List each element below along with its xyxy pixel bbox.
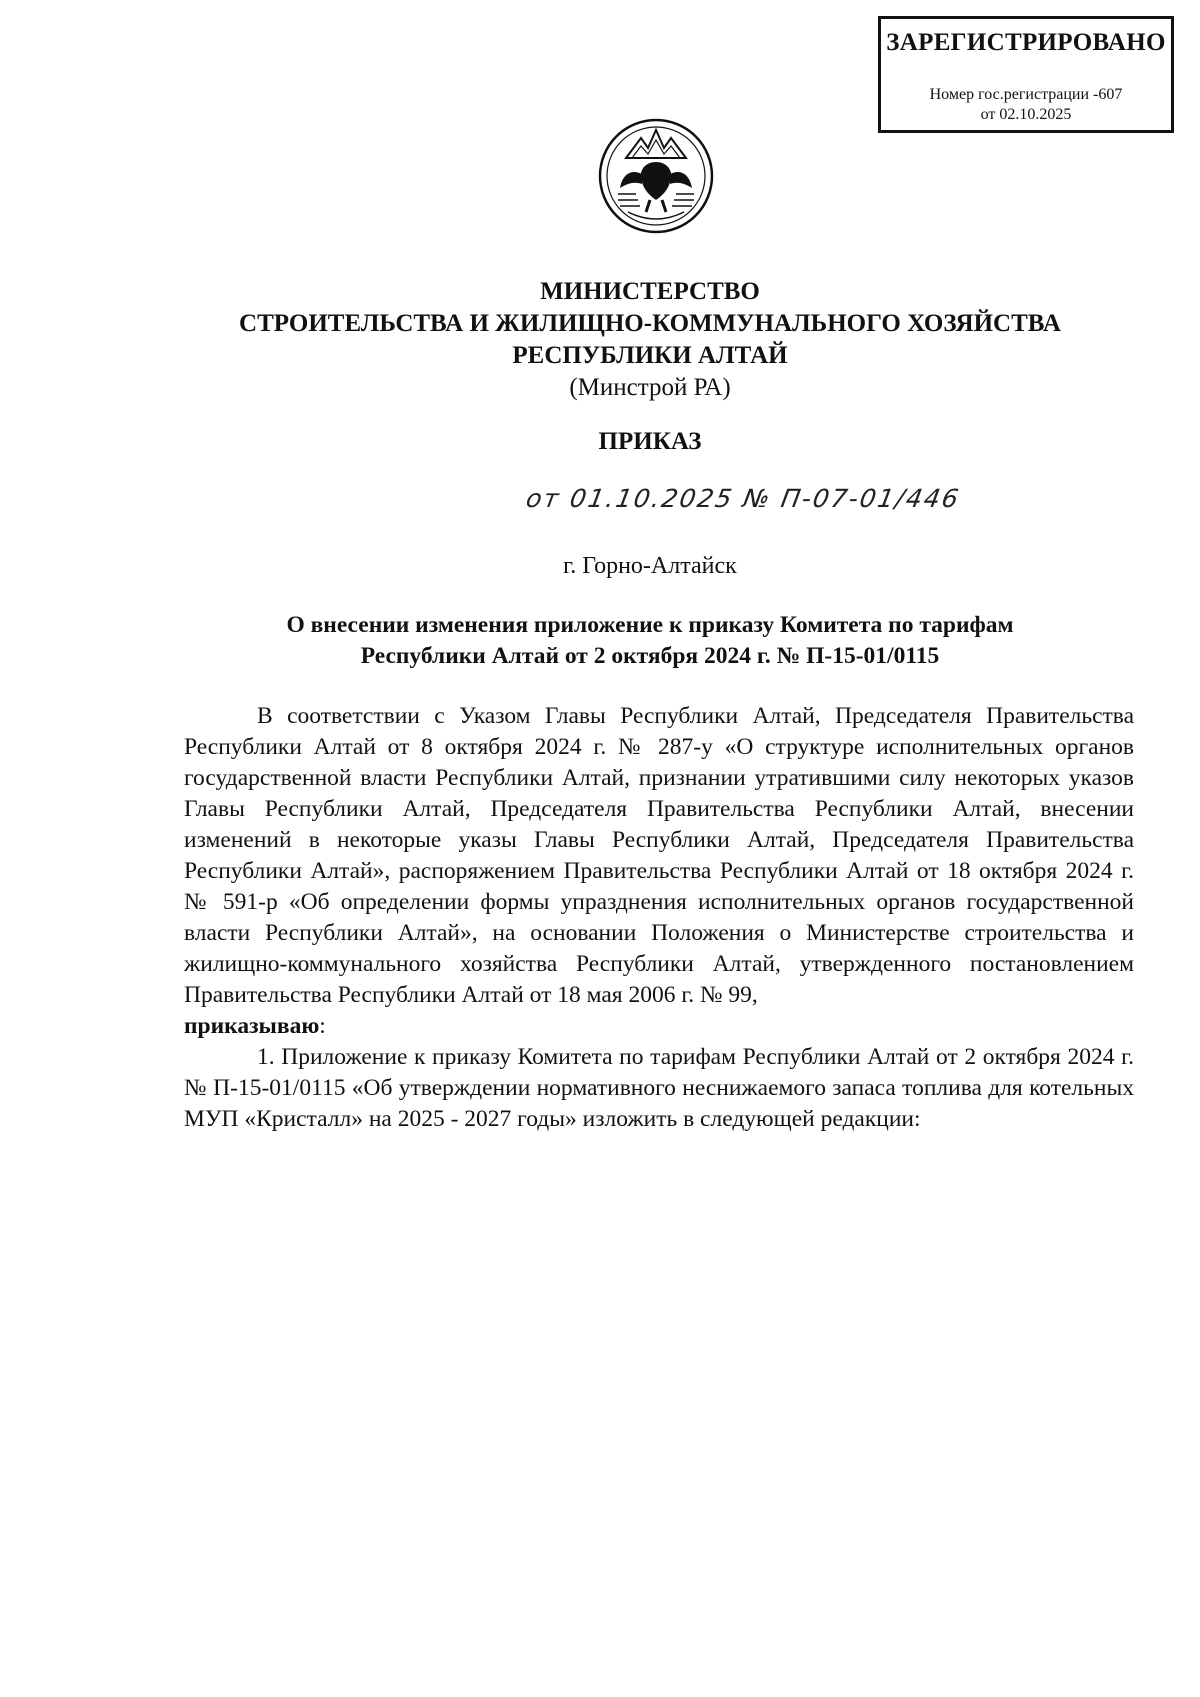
republic-of-altai-emblem-icon xyxy=(596,116,716,236)
ministry-line-3: РЕСПУБЛИКИ АЛТАЙ xyxy=(512,342,788,369)
ministry-line-2: СТРОИТЕЛЬСТВА И ЖИЛИЩНО-КОММУНАЛЬНОГО ХОЗЯЙСТВА xyxy=(239,310,1061,337)
order-subject xyxy=(150,610,1150,672)
handwritten-order-number: от 01.10.2025 № П-07-01/446 xyxy=(523,484,963,513)
order-title: ПРИКАЗ xyxy=(598,428,702,455)
order-subject-line-2: Республики Алтай от 2 октября 2024 г. № П-15-01/0115 xyxy=(360,643,940,669)
ministry-header xyxy=(0,276,1200,404)
order-body xyxy=(184,701,1134,1135)
city: г. Горно-Алтайск xyxy=(563,553,737,579)
registration-date: от 02.10.2025 xyxy=(980,106,1072,123)
registration-number: Номер гос.регистрации -607 xyxy=(929,86,1123,103)
order-subject-line-1: О внесении изменения приложение к приказу Комитета по тарифам xyxy=(286,612,1014,638)
preamble-paragraph xyxy=(184,701,1134,1042)
registration-stamp xyxy=(878,16,1174,133)
item-1-paragraph: 1. Приложение к приказу Комитета по тарифам Республики Алтай от 2 октября 2024 г. № П-15-01/0115 «Об утверждении нормативного неснижаемого запаса топлива для котельных МУП «Кристалл» на 2025 - 2027 годы» изложить в следующей редакции: xyxy=(184,1044,1134,1132)
directive-word: приказываю xyxy=(184,1013,320,1039)
preamble-text: В соответствии с Указом Главы Республики Алтай, Председателя Правительства Республики Алтай от 8 октября 2024 г. № 287-у «О структуре исполнительных органов государственной власти Республики Алтай, признании утратившими силу некоторых указов Главы Республики Алтай, Председателя Правительства Республики Алтай, внесении изменений в некоторые указы Главы Республики Алтай, Председателя Правительства Республики Алтай», распоряжением Правительства Республики Алтай от 18 октября 2024 г. № 591-р «Об определении формы упразднения исполнительных органов государственной власти Республики Алтай», на основании Положения о Министерстве строительства и жилищно-коммунального хозяйства Республики Алтай, утвержденного постановлением Правительства Республики Алтай от 18 мая 2006 г. № 99, xyxy=(184,703,1134,1008)
directive-punct: : xyxy=(319,1013,326,1039)
registration-stamp-title: ЗАРЕГИСТРИРОВАНО xyxy=(886,29,1166,56)
ministry-line-1: МИНИСТЕРСТВО xyxy=(540,278,760,305)
ministry-abbreviation: (Минстрой РА) xyxy=(569,374,731,401)
